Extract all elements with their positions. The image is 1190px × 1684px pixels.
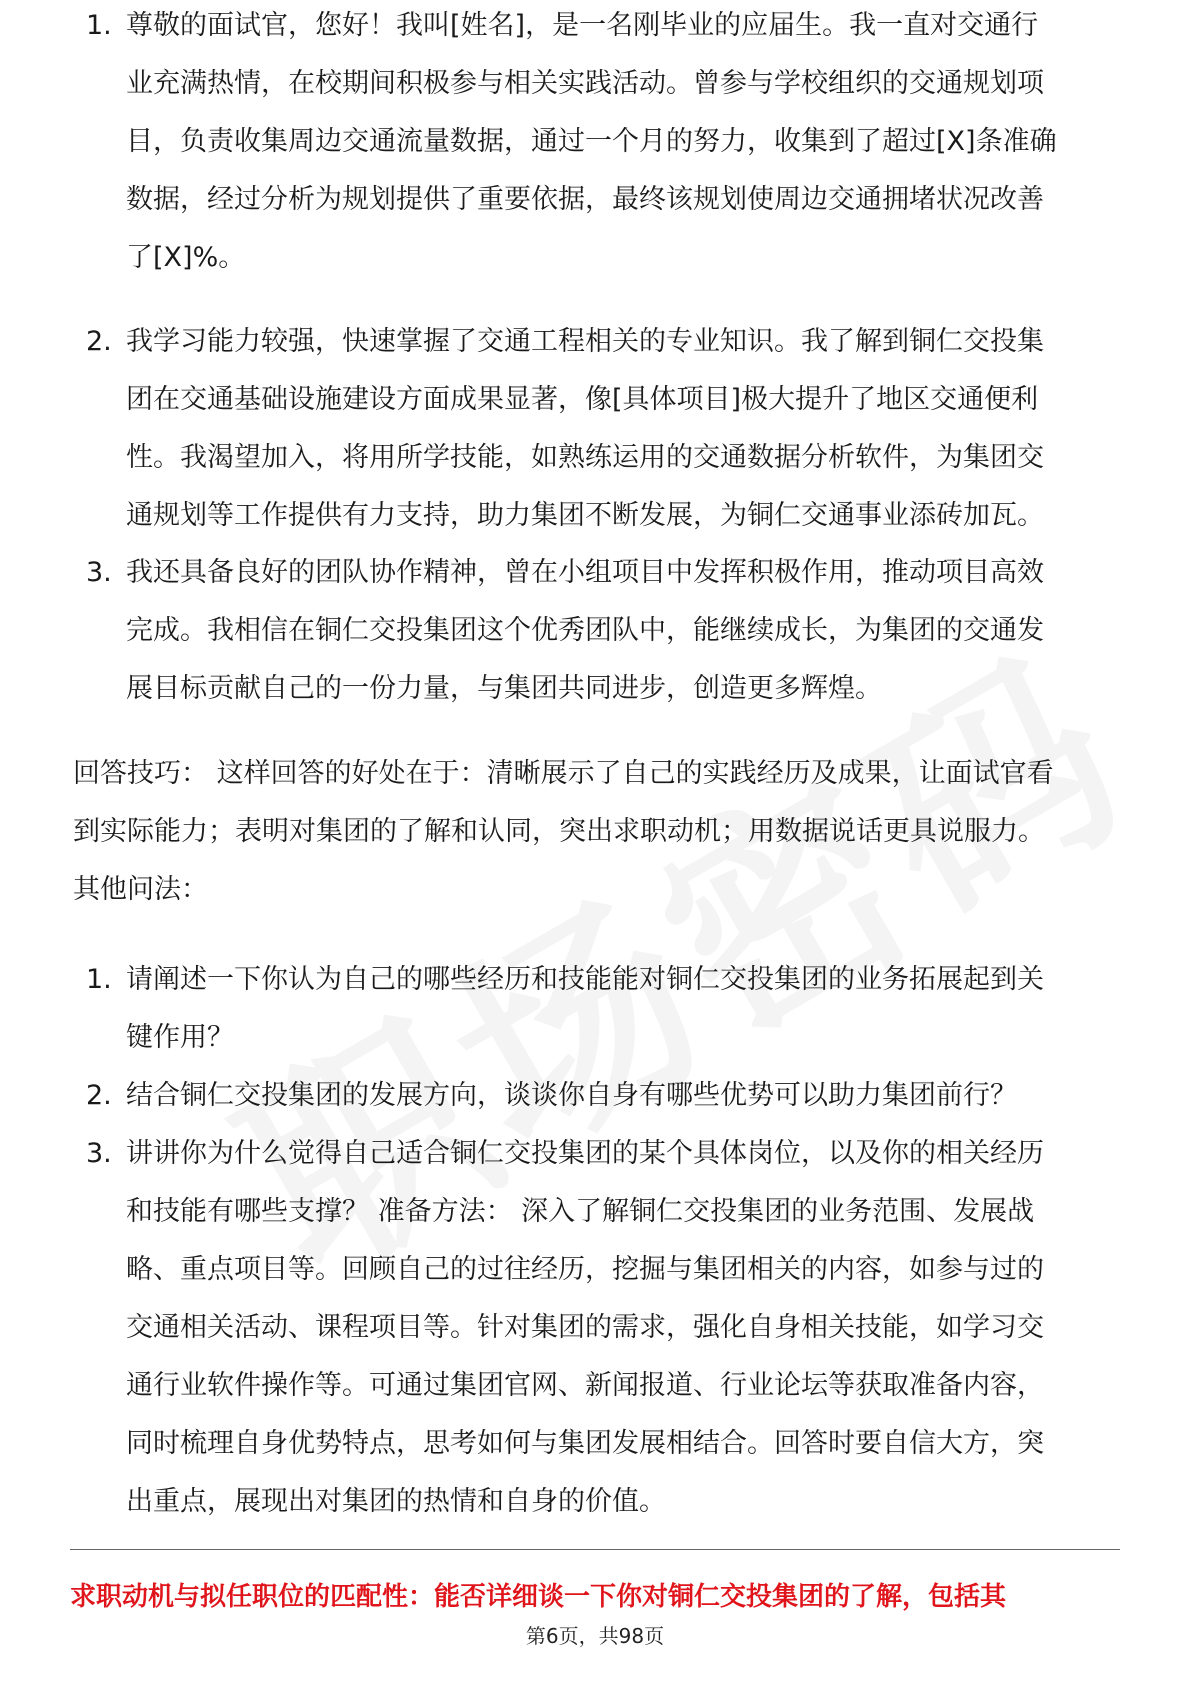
line: 数据，经过分析为规划提供了重要依据，最终该规划使周边交通拥堵状况改善	[126, 184, 1044, 215]
answer-list-item-3	[0, 544, 1106, 718]
line: 我学习能力较强，快速掌握了交通工程相关的专业知识。我了解到铜仁交投集	[126, 326, 1044, 357]
line: 我还具备良好的团队协作精神，曾在小组项目中发挥积极作用，推动项目高效	[126, 557, 1044, 588]
line: 略、重点项目等。回顾自己的过往经历，挖掘与集团相关的内容，如参与过的	[126, 1254, 1044, 1285]
line: 目，负责收集周边交通流量数据，通过一个月的努力，收集到了超过[X]条准确	[126, 126, 1057, 157]
line: 通行业软件操作等。可通过集团官网、新闻报道、行业论坛等获取准备内容，	[126, 1370, 1044, 1401]
line: 和技能有哪些支撑？ 准备方法： 深入了解铜仁交投集团的业务范围、发展战	[126, 1196, 1035, 1227]
line: 完成。我相信在铜仁交投集团这个优秀团队中，能继续成长，为集团的交通发	[126, 615, 1044, 646]
line: 键作用？	[126, 1022, 234, 1053]
page-number: 第6页，共98页	[525, 1624, 665, 1648]
alt-question-item-1	[0, 951, 1106, 1067]
footer-divider	[70, 1549, 1120, 1550]
line: 性。我渴望加入，将用所学技能，如熟练运用的交通数据分析软件，为集团交	[126, 442, 1044, 473]
alt-question-item-2	[0, 1067, 1106, 1125]
line: 出重点，展现出对集团的热情和自身的价值。	[126, 1486, 666, 1517]
answer-list-item-1-continued	[0, 113, 1106, 287]
line: 到实际能力；表明对集团的了解和认同，突出求职动机；用数据说话更具说服力。	[73, 816, 1045, 847]
line: 交通相关活动、课程项目等。针对集团的需求，强化自身相关技能，如学习交	[126, 1312, 1044, 1343]
answer-list-item-1	[0, 0, 1106, 113]
other-questions-label: 其他问法：	[73, 874, 208, 905]
alt-question-item-3	[0, 1125, 1106, 1531]
list-number: 2.	[86, 326, 112, 357]
line: 了[X]%。	[126, 242, 246, 273]
line: 讲讲你为什么觉得自己适合铜仁交投集团的某个具体岗位，以及你的相关经历	[126, 1138, 1044, 1169]
line: 展目标贡献自己的一份力量，与集团共同进步，创造更多辉煌。	[126, 673, 882, 704]
line: 业充满热情，在校期间积极参与相关实践活动。曾参与学校组织的交通规划项	[126, 68, 1044, 99]
answer-tips-paragraph	[73, 745, 1120, 861]
next-section-heading: 求职动机与拟任职位的匹配性：能否详细谈一下你对铜仁交投集团的了解，包括其	[70, 1582, 1007, 1612]
section1-item1-clip	[0, 0, 1190, 120]
list-number: 1.	[86, 10, 112, 41]
line: 结合铜仁交投集团的发展方向，谈谈你自身有哪些优势可以助力集团前行？	[126, 1080, 1017, 1111]
line: 回答技巧： 这样回答的好处在于：清晰展示了自己的实践经历及成果，让面试官看	[73, 758, 1054, 789]
answer-list-item-2	[0, 313, 1106, 545]
list-number: 1.	[86, 964, 112, 995]
list-number: 2.	[86, 1080, 112, 1111]
line: 通规划等工作提供有力支持，助力集团不断发展，为铜仁交通事业添砖加瓦。	[126, 500, 1044, 531]
line: 团在交通基础设施建设方面成果显著，像[具体项目]极大提升了地区交通便利	[126, 384, 1039, 415]
list-number: 3.	[86, 557, 112, 588]
line: 同时梳理自身优势特点，思考如何与集团发展相结合。回答时要自信大方，突	[126, 1428, 1044, 1459]
line: 请阐述一下你认为自己的哪些经历和技能能对铜仁交投集团的业务拓展起到关	[126, 964, 1044, 995]
line: 尊敬的面试官，您好！我叫[姓名]，是一名刚毕业的应届生。我一直对交通行	[126, 10, 1039, 41]
list-number: 3.	[86, 1138, 112, 1169]
